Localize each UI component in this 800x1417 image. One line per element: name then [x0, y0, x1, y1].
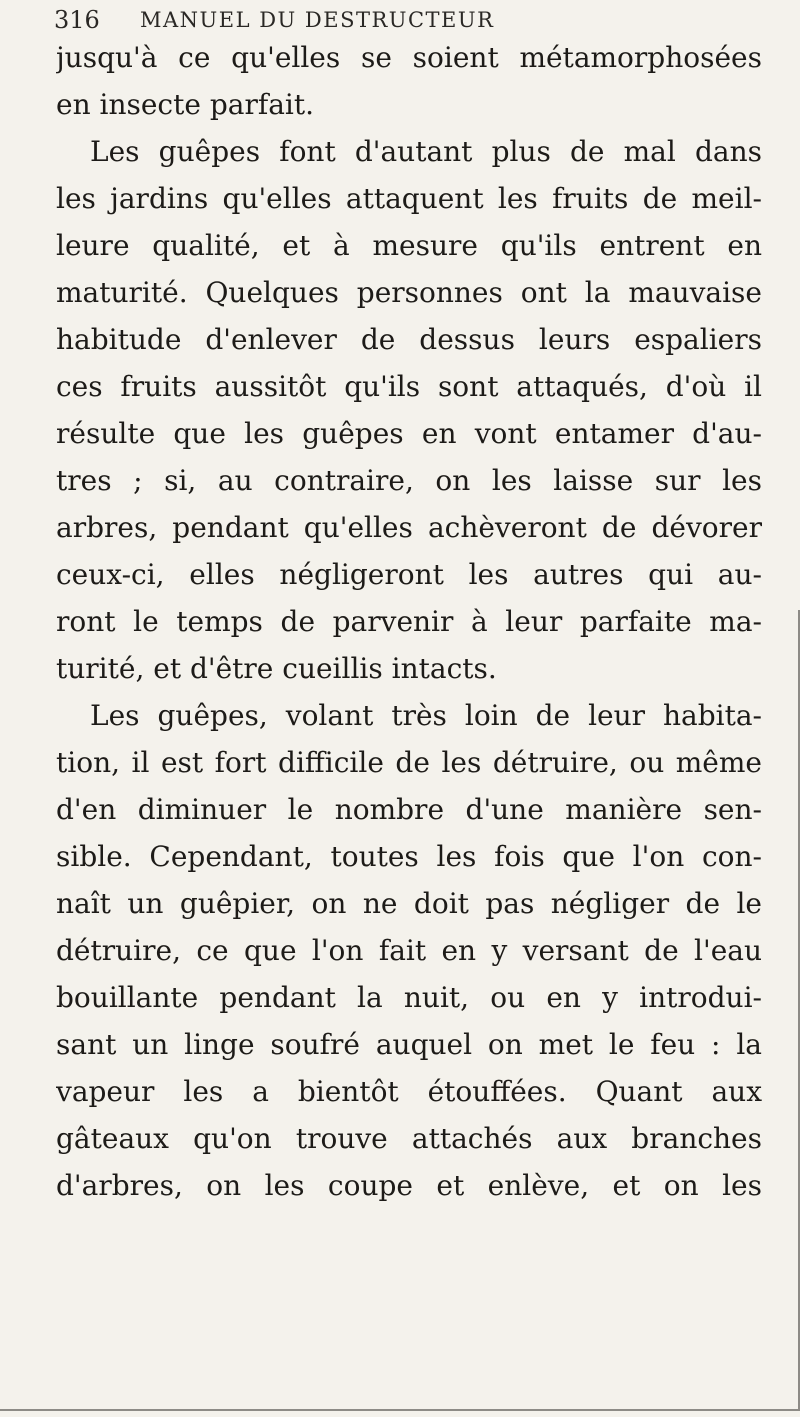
text-line: bouillante pendant la nuit, ou en y introdui-: [56, 981, 762, 1014]
text-line: en insecte parfait.: [56, 88, 315, 121]
body-text: [56, 34, 762, 1209]
text-line: résulte que les guêpes en vont entamer d'au-: [56, 417, 762, 450]
text-line: les jardins qu'elles attaquent les fruits de meil-: [56, 182, 762, 215]
page-number: 316: [54, 6, 100, 34]
text-line: naît un guêpier, on ne doit pas négliger de le: [56, 887, 762, 920]
text-line: tres ; si, au contraire, on les laisse sur les: [56, 464, 762, 497]
text-line: arbres, pendant qu'elles achèveront de dévorer: [56, 511, 762, 544]
text-line: Les guêpes font d'autant plus de mal dans: [90, 135, 762, 168]
text-line: sible. Cependant, toutes les fois que l'on con-: [56, 840, 762, 873]
text-line: jusqu'à ce qu'elles se soient métamorphosées: [56, 41, 762, 74]
text-line: tion, il est fort difficile de les détruire, ou même: [56, 746, 762, 779]
text-line: gâteaux qu'on trouve attachés aux branches: [56, 1122, 762, 1155]
text-line: d'arbres, on les coupe et enlève, et on les: [56, 1169, 762, 1202]
text-line: détruire, ce que l'on fait en y versant de l'eau: [56, 934, 762, 967]
text-line: ceux-ci, elles négligeront les autres qui au-: [56, 558, 762, 591]
text-line: habitude d'enlever de dessus leurs espaliers: [56, 323, 762, 356]
text-line: vapeur les a bientôt étouffées. Quant aux: [56, 1075, 762, 1108]
text-line: Les guêpes, volant très loin de leur habita-: [90, 699, 762, 732]
text-line: leure qualité, et à mesure qu'ils entrent en: [56, 229, 762, 262]
text-line: ront le temps de parvenir à leur parfaite ma-: [56, 605, 762, 638]
text-line: maturité. Quelques personnes ont la mauvaise: [56, 276, 762, 309]
text-line: sant un linge soufré auquel on met le feu : la: [56, 1028, 762, 1061]
running-title: MANUEL DU DESTRUCTEUR: [140, 8, 495, 32]
text-line: ces fruits aussitôt qu'ils sont attaqués, d'où il: [56, 370, 762, 403]
text-line: turité, et d'être cueillis intacts.: [56, 652, 497, 685]
text-line: d'en diminuer le nombre d'une manière sen-: [56, 793, 762, 826]
running-head: [54, 4, 744, 36]
page-edge-bottom: [0, 1409, 800, 1411]
